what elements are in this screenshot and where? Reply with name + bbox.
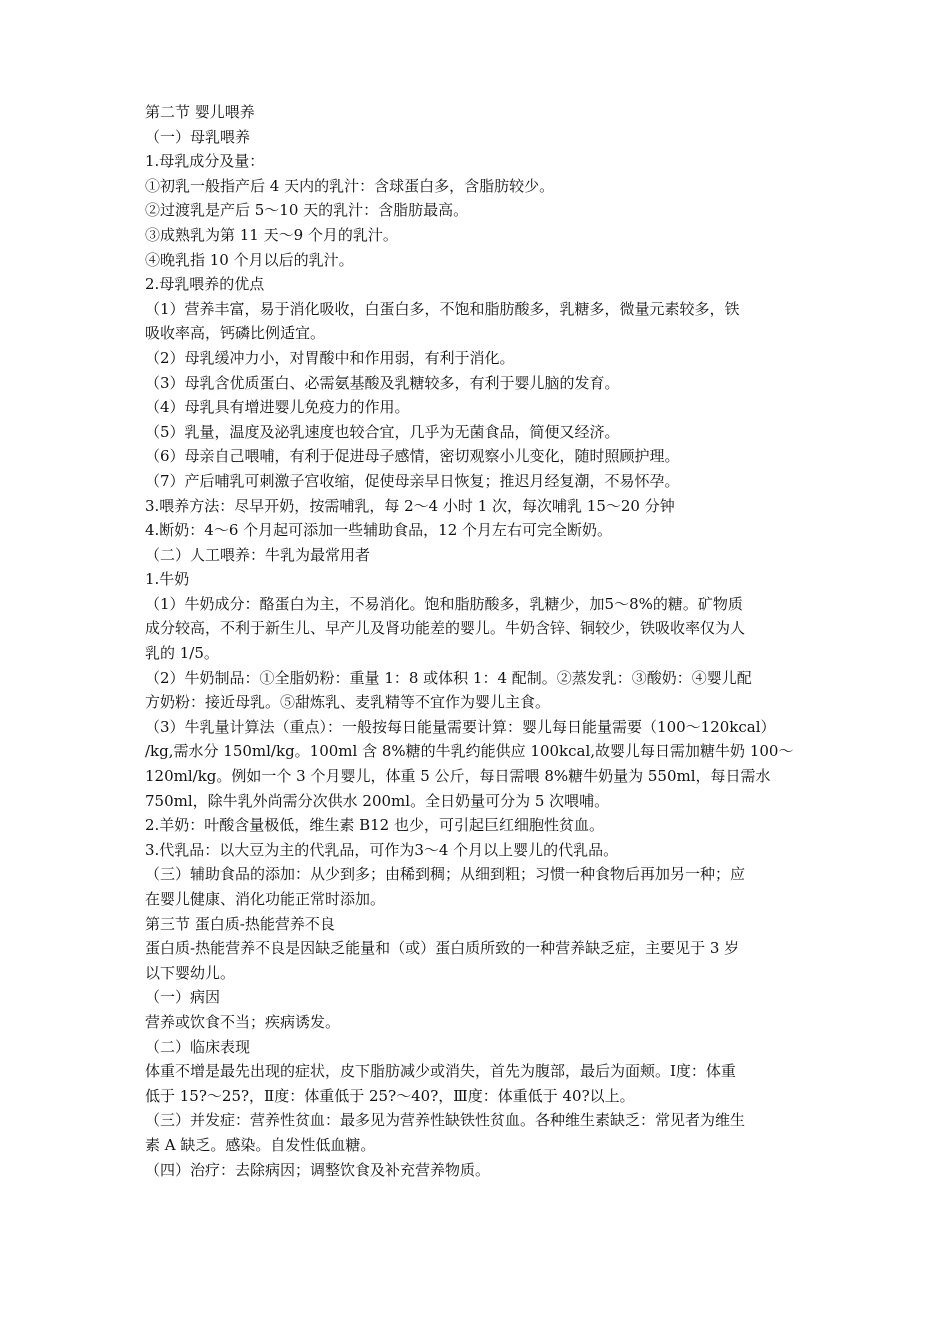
text-line: 2.羊奶：叶酸含量极低，维生素 B12 也少，可引起巨红细胞性贫血。 <box>145 816 604 835</box>
text-line: 3.喂养方法：尽早开奶，按需哺乳，每 2～4 小时 1 次，每次哺乳 15～20 分钟 <box>145 496 675 515</box>
text-line: （6）母亲自己喂哺，有利于促进母子感情，密切观察小儿变化，随时照顾护理。 <box>145 447 680 466</box>
text-line: ①初乳一般指产后 4 天内的乳汁：含球蛋白多，含脂肪较少。 <box>145 176 555 195</box>
text-line: （四）治疗：去除病因；调整饮食及补充营养物质。 <box>145 1160 491 1179</box>
text-line: ②过渡乳是产后 5～10 天的乳汁：含脂肪最高。 <box>145 201 469 220</box>
subsection-heading: （一）母乳喂养 <box>145 127 251 146</box>
text-line: ③成熟乳为第 11 天～9 个月的乳汁。 <box>145 225 398 244</box>
item-heading: 2.母乳喂养的优点 <box>145 275 265 294</box>
text-line: 蛋白质-热能营养不良是因缺乏能量和（或）蛋白质所致的一种营养缺乏症，主要见于 3 岁 <box>145 939 740 958</box>
section-heading: 第三节 蛋白质-热能营养不良 <box>145 914 335 933</box>
document-page <box>145 100 815 1182</box>
text-line: （2）母乳缓冲力小，对胃酸中和作用弱，有利于消化。 <box>145 348 515 367</box>
text-line: 120ml/kg。例如一个 3 个月婴儿，体重 5 公斤，每日需喂 8%糖牛奶量为 550ml，每日需水 <box>145 767 771 786</box>
text-line: （三）并发症：营养性贫血：最多见为营养性缺铁性贫血。各种维生素缺乏：常见者为维生 <box>145 1111 746 1130</box>
text-line: （5）乳量，温度及泌乳速度也较合宜，几乎为无菌食品，简便又经济。 <box>145 422 620 441</box>
text-line: 以下婴幼儿。 <box>145 963 236 982</box>
text-line: /kg,需水分 150ml/kg。100ml 含 8%糖的牛乳约能供应 100kcal,故婴儿每日需加糖牛奶 100～ <box>145 742 794 761</box>
text-line: ④晚乳指 10 个月以后的乳汁。 <box>145 250 354 269</box>
text-line: （7）产后哺乳可刺激子宫收缩，促使母亲早日恢复；推迟月经复潮，不易怀孕。 <box>145 471 680 490</box>
text-line: 乳的 1/5。 <box>145 644 219 663</box>
subsection-heading: （二）人工喂养：牛乳为最常用者 <box>145 545 371 564</box>
text-line: 方奶粉：接近母乳。⑤甜炼乳、麦乳精等不宜作为婴儿主食。 <box>145 693 551 712</box>
item-heading: 1.母乳成分及量： <box>145 152 265 171</box>
text-line: （2）牛奶制品：①全脂奶粉：重量 1：8 或体积 1：4 配制。②蒸发乳：③酸奶：④婴儿配 <box>145 668 752 687</box>
text-line: 成分较高，不利于新生儿、早产儿及肾功能差的婴儿。牛奶含锌、铜较少，铁吸收率仅为人 <box>145 619 746 638</box>
subsection-heading: （一）病因 <box>145 988 221 1007</box>
text-line: 体重不增是最先出现的症状，皮下脂肪减少或消失，首先为腹部，最后为面颊。Ⅰ度：体重 <box>145 1062 736 1081</box>
text-line: 3.代乳品：以大豆为主的代乳品，可作为3～4 个月以上婴儿的代乳品。 <box>145 840 619 859</box>
text-line: 吸收率高，钙磷比例适宜。 <box>145 324 326 343</box>
text-line: （1）营养丰富，易于消化吸收，白蛋白多，不饱和脂肪酸多，乳糖多，微量元素较多，铁 <box>145 299 740 318</box>
text-line: 营养或饮食不当；疾病诱发。 <box>145 1012 341 1031</box>
text-line: 4.断奶：4～6 个月起可添加一些辅助食品，12 个月左右可完全断奶。 <box>145 521 613 540</box>
text-line: 750ml，除牛乳外尚需分次供水 200ml。全日奶量可分为 5 次喂哺。 <box>145 791 610 810</box>
text-line: 素 A 缺乏。感染。自发性低血糖。 <box>145 1135 376 1154</box>
text-line: 在婴儿健康、消化功能正常时添加。 <box>145 890 386 908</box>
text-line: （4）母乳具有增进婴儿免疫力的作用。 <box>145 398 410 417</box>
text-line: （1）牛奶成分：酪蛋白为主，不易消化。饱和脂肪酸多，乳糖少，加5～8%的糖。矿物质 <box>145 594 743 613</box>
text-line: （3）母乳含优质蛋白、必需氨基酸及乳糖较多，有利于婴儿脑的发育。 <box>145 373 620 392</box>
item-heading: 1.牛奶 <box>145 570 190 589</box>
section-heading: 第二节 婴儿喂养 <box>145 103 255 121</box>
subsection-heading: （二）临床表现 <box>145 1037 251 1056</box>
text-line: （三）辅助食品的添加：从少到多；由稀到稠；从细到粗；习惯一种食物后再加另一种；应 <box>145 865 746 884</box>
text-line: 低于 15?～25?，Ⅱ度：体重低于 25?～40?，Ⅲ度：体重低于 40?以上。 <box>145 1086 635 1105</box>
text-line: （3）牛乳量计算法（重点）：一般按每日能量需要计算：婴儿每日能量需要（100～120kcal） <box>145 717 776 736</box>
